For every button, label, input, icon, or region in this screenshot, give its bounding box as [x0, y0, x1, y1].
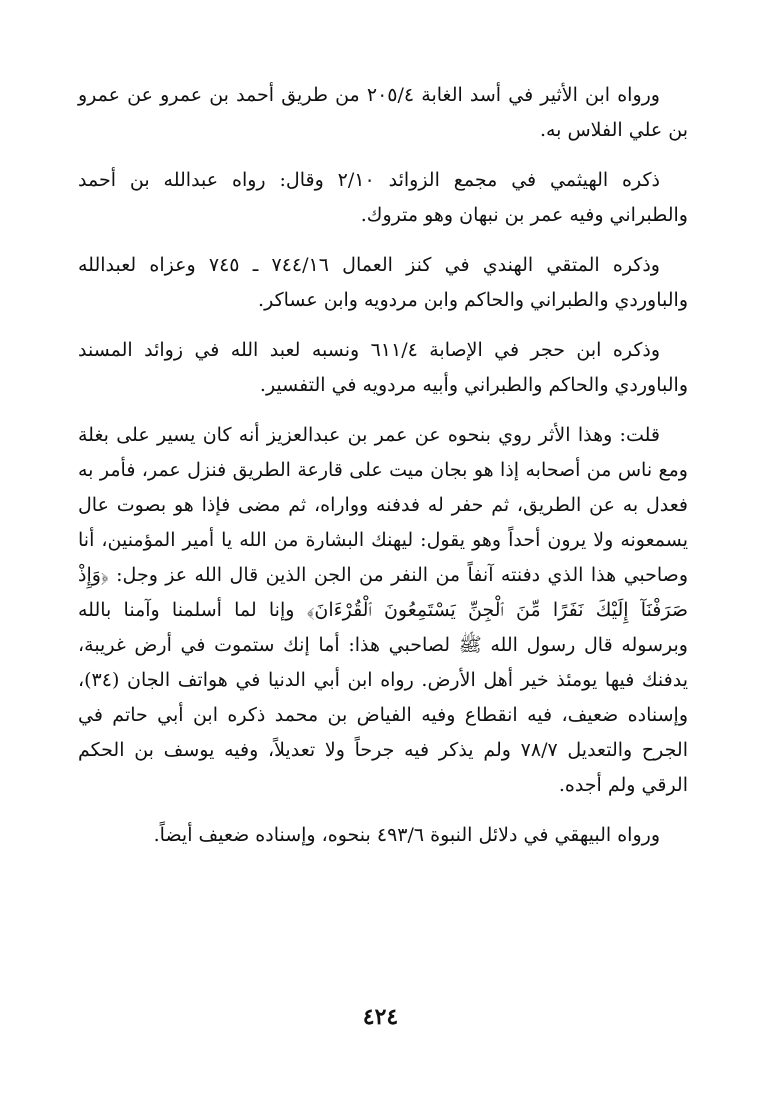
page-number: ٤٢٤ — [362, 1004, 399, 1030]
paragraph-muttaqi-hindi: وذكره المتقي الهندي في كنز العمال ٧٤٤/١٦ ـ ٧٤٥ وعزاه لعبدالله والباوردي والطبراني والحاكم وابن مردويه وابن عساكر. — [78, 254, 688, 311]
paragraph-bayhaqi: ورواه البيهقي في دلائل النبوة ٤٩٣/٦ بنحوه، وإسناده ضعيف أيضاً. — [153, 824, 660, 846]
page-body — [78, 78, 688, 868]
paragraph-haythami: ذكره الهيثمي في مجمع الزوائد ٢/١٠ وقال: رواه عبدالله بن أحمد والطبراني وفيه عمر بن نبهان وهو متروك. — [78, 169, 688, 226]
paragraph-ibn-al-athir: ورواه ابن الأثير في أسد الغابة ٢٠٥/٤ من طريق أحمد بن عمرو عن عمرو بن علي الفلاس به. — [78, 84, 688, 141]
paragraph-ibn-hajar: وذكره ابن حجر في الإصابة ٦١١/٤ ونسبه لعبد الله في زوائد المسند والباوردي والحاكم والطبراني وأبيه مردويه في التفسير. — [78, 339, 688, 396]
paragraph-umar-ibn-abdulaziz: قلت: وهذا الأثر روي بنحوه عن عمر بن عبدالعزيز أنه كان يسير على بغلة ومع ناس من أصحابه إذا هو بجان ميت على قارعة الطريق فنزل عمر، فأمر به فعدل به عن الطريق، ثم حفر له فدفنه وواراه، ثم مضى فإذا هو بصوت عال يسمعونه ولا يرون أحداً وهو يقول: ليهنك البشارة من الله يا أمير المؤمنين، أنا وصاحبي هذا الذي دفنته آنفاً من النفر من الجن الذين قال الله عز وجل: ﴿وَإِذْ صَرَفْنَآ إِلَيْكَ نَفَرًا مِّنَ ٱلْجِنِّ يَسْتَمِعُونَ ٱلْقُرْءَانَ﴾ وإنا لما أسلمنا وآمنا بالله وبرسوله قال رسول الله ﷺ لصاحبي هذا: أما إنك ستموت في أرض غريبة، يدفنك فيها يومئذ خير أهل الأرض. رواه ابن أبي الدنيا في هواتف الجان (٣٤)، وإسناده ضعيف، فيه انقطاع وفيه الفياض بن محمد ذكره ابن أبي حاتم في الجرح والتعديل ٧٨/٧ ولم يذكر فيه جرحاً ولا تعديلاً، وفيه يوسف بن الحكم الرقي ولم أجده. — [78, 424, 688, 796]
